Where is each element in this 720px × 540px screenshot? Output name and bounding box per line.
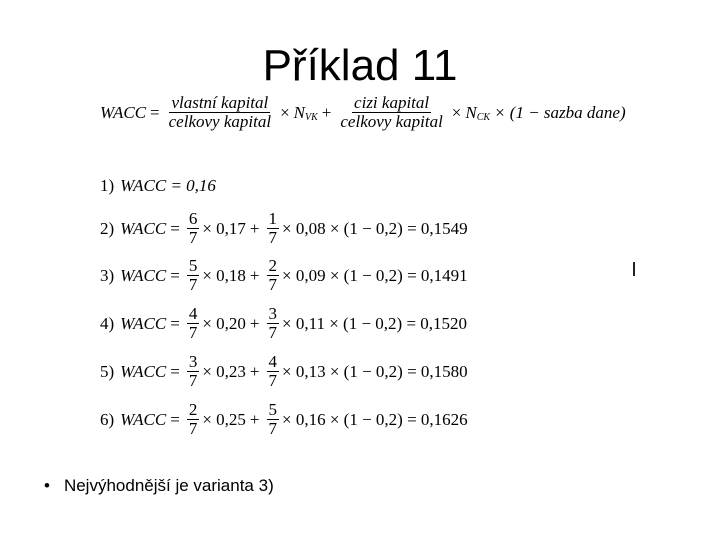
variant-lhs: WACC [120, 361, 167, 381]
debt-weight-den: 7 [268, 228, 277, 247]
equity-rate: × 0,17 [202, 218, 246, 238]
equity-weight [187, 401, 200, 438]
variant-label: 1) [100, 176, 115, 195]
equity-weight [187, 305, 200, 342]
formula-eq: = [150, 102, 160, 122]
debt-rate-result: × 0,08 × (1 − 0,2) = 0,1549 [282, 218, 468, 238]
equity-weight-num: 4 [188, 304, 198, 323]
debt-weight [267, 401, 280, 438]
debt-rate-result: × 0,09 × (1 − 0,2) = 0,1491 [282, 265, 468, 285]
equity-fraction-num: vlastní kapital [171, 93, 269, 112]
equity-weight [187, 257, 200, 294]
variant-plus: + [249, 313, 260, 333]
variant-row-5 [100, 353, 468, 390]
conclusion-text: Nejvýhodnější je varianta 3) [63, 476, 274, 495]
debt-weight-num: 5 [268, 400, 277, 419]
variant-row-4 [100, 305, 467, 342]
bullet-icon: • [44, 476, 50, 495]
slide-title: Příklad 11 [262, 41, 458, 90]
debt-rate-result: × 0,13 × (1 − 0,2) = 0,1580 [282, 361, 468, 381]
variant-label: 6) [100, 409, 115, 429]
debt-rate-result: × 0,16 × (1 − 0,2) = 0,1626 [282, 409, 468, 429]
variant-eq: = [170, 313, 180, 333]
variant-eq: = [170, 265, 180, 285]
variant-label: 5) [100, 361, 115, 381]
variant-eq: = [170, 409, 180, 429]
debt-weight-num: 2 [268, 256, 277, 275]
debt-weight-den: 7 [268, 419, 277, 438]
debt-cost-sub: CK [476, 112, 491, 123]
variant-lhs: WACC [120, 265, 167, 285]
equity-weight-num: 6 [188, 209, 198, 228]
equity-weight-den: 7 [188, 228, 198, 247]
debt-weight [267, 353, 280, 390]
variant-row-3 [100, 257, 468, 294]
debt-rate-result: × 0,11 × (1 − 0,2) = 0,1520 [282, 313, 468, 333]
variant-row-6 [100, 401, 468, 438]
equity-rate: × 0,18 [202, 265, 246, 285]
variant-label: 4) [100, 313, 115, 333]
debt-fraction-den: celkovy kapital [340, 112, 443, 131]
debt-weight [267, 210, 280, 247]
formula-times-1: × [280, 102, 290, 122]
equity-weight-den: 7 [188, 323, 198, 342]
debt-fraction [338, 94, 444, 131]
debt-weight-num: 4 [268, 352, 277, 371]
equity-weight-num: 3 [188, 352, 198, 371]
text-cursor-mark [633, 262, 635, 276]
equity-weight-den: 7 [188, 275, 198, 294]
formula-lhs: WACC [100, 102, 147, 122]
debt-weight [267, 257, 280, 294]
variant-plus: + [249, 265, 260, 285]
equity-cost: N [293, 102, 305, 122]
formula-block [100, 90, 660, 450]
debt-weight-num: 3 [268, 304, 277, 323]
variant-eq: = [170, 361, 180, 381]
conclusion-bullet [44, 476, 274, 496]
equity-weight-den: 7 [188, 371, 198, 390]
variant-plus: + [249, 361, 260, 381]
variant-plus: + [249, 218, 260, 238]
debt-cost: N [465, 102, 477, 122]
debt-fraction-num: cizi kapital [354, 93, 430, 112]
variant-plus: + [249, 409, 260, 429]
variant-lhs: WACC [120, 409, 167, 429]
equity-weight-num: 2 [188, 400, 198, 419]
equity-weight-num: 5 [188, 256, 198, 275]
variant-lhs: WACC [120, 218, 167, 238]
variant-eq: = [170, 218, 180, 238]
debt-weight-den: 7 [268, 323, 277, 342]
formula-times-2: × [451, 102, 462, 122]
formula-plus: + [321, 102, 332, 122]
debt-weight-den: 7 [268, 275, 277, 294]
variant-lhs: WACC [120, 313, 167, 333]
variant-expression: WACC = 0,16 [120, 176, 216, 195]
equity-cost-sub: VK [305, 112, 318, 123]
formula-tail: × (1 − sazba dane) [494, 102, 626, 122]
general-formula [100, 94, 626, 131]
variant-label: 2) [100, 218, 115, 238]
debt-weight [267, 305, 280, 342]
equity-fraction [167, 94, 273, 131]
variant-label: 3) [100, 265, 115, 285]
equity-weight [187, 210, 200, 247]
equity-weight [187, 353, 200, 390]
debt-weight-den: 7 [268, 371, 277, 390]
debt-weight-num: 1 [268, 209, 277, 228]
equity-rate: × 0,25 [202, 409, 246, 429]
equity-weight-den: 7 [188, 419, 198, 438]
equity-rate: × 0,20 [202, 313, 246, 333]
equity-fraction-den: celkovy kapital [168, 112, 272, 131]
variant-row-1 [100, 176, 216, 196]
equity-rate: × 0,23 [202, 361, 246, 381]
variant-row-2 [100, 210, 468, 247]
